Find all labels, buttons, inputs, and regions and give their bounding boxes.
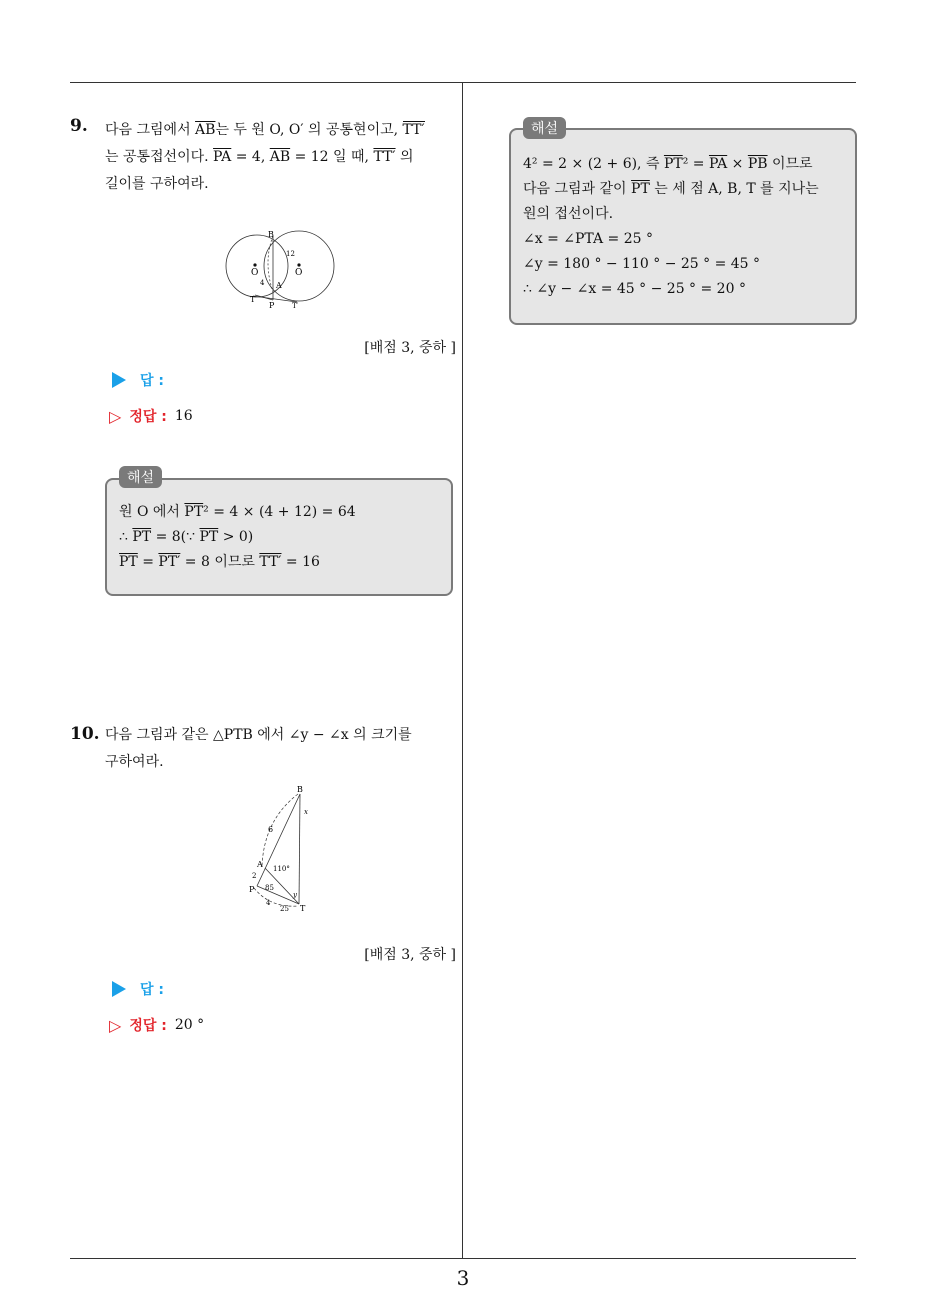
- q10-line1: 다음 그림과 같은 △PTB 에서 ∠y − ∠x 의 크기를: [105, 727, 412, 743]
- segment-pt: [255, 295, 273, 300]
- q9-sol-segment: $\overline{PT}$: [184, 504, 204, 520]
- label-p: P: [269, 301, 275, 310]
- q9-sol-part: = 16: [281, 554, 320, 570]
- q10-sol-segment: $\overline{PT}$: [663, 156, 683, 172]
- play-triangle-icon: [112, 981, 126, 997]
- common-tangent: [253, 296, 297, 302]
- q9-sol-part: =: [137, 554, 159, 570]
- q9-answer-row[interactable]: [112, 370, 164, 390]
- q9-text-part: = 4,: [231, 149, 270, 165]
- q10-sol-line3: 원의 접선이다.: [523, 206, 614, 222]
- label-4: 4: [266, 899, 271, 907]
- label-y: y: [293, 891, 297, 899]
- label-o-prime: O: [295, 268, 303, 278]
- q10-sol-part: 이므로: [767, 156, 813, 172]
- label-6: 6: [268, 825, 274, 834]
- q9-text-part: 다음 그림에서: [105, 122, 196, 138]
- q10-sol-part: 는 세 점 A, B, T 를 지나는: [649, 181, 819, 197]
- play-triangle-icon: [112, 372, 126, 388]
- q9-line3: 길이를 구하여라.: [105, 176, 209, 192]
- q9-line-tt: TT′: [402, 122, 425, 138]
- q9-sol-part: = 8 이므로: [180, 554, 260, 570]
- label-a: A: [257, 860, 263, 869]
- q9-sol-part: 원 O 에서: [119, 504, 185, 520]
- q10-answer-label: 답 :: [140, 982, 164, 998]
- q10-sol-line5: ∠y = 180 ° − 110 ° − 25 ° = 45 °: [523, 256, 761, 272]
- q10-correct-value: 20 °: [174, 1017, 205, 1033]
- q9-solution-tag: 해설: [119, 466, 162, 488]
- bottom-rule: [70, 1258, 856, 1259]
- q9-sol-part: = 8(∵: [151, 529, 200, 545]
- q10-correct-label: 정답 :: [129, 1018, 167, 1034]
- side-bt: [299, 794, 300, 904]
- arc-dashed-4: [254, 888, 298, 906]
- q10-sol-part: 다음 그림과 같이: [523, 181, 632, 197]
- q10-number: 10.: [70, 724, 100, 744]
- q9-sol-line3: [119, 550, 439, 575]
- q10-figure: [240, 780, 320, 915]
- q9-sol-line2: [119, 525, 439, 550]
- center-o-prime-dot: [297, 263, 300, 266]
- label-o: O: [251, 268, 259, 278]
- q9-solution-box: [105, 478, 453, 596]
- q9-sol-part: ² = 4 × (4 + 12) = 64: [203, 504, 356, 520]
- center-o-dot: [253, 263, 256, 266]
- q9-line2: [105, 144, 455, 171]
- q9-sol-part: > 0): [218, 529, 254, 545]
- q9-segment-ab: $\overline{AB}$: [269, 149, 291, 165]
- q10-answer-row[interactable]: [112, 979, 164, 999]
- q9-sol-segment: $\overline{PT}$: [132, 529, 152, 545]
- label-t: T: [300, 904, 306, 913]
- label-p: P: [249, 885, 255, 894]
- q10-sol-line2: [523, 177, 843, 202]
- q9-correct-label: 정답 :: [129, 409, 167, 425]
- q10-text: [105, 722, 457, 776]
- q9-text-part: = 12 일 때,: [290, 149, 374, 165]
- label-a: A: [276, 281, 282, 290]
- q9-line1: [105, 117, 455, 144]
- column-divider: [462, 82, 463, 1259]
- q9-score: [배점 3, 중하 ]: [364, 340, 456, 356]
- q10-sol-line4: ∠x = ∠PTA = 25 °: [523, 231, 653, 247]
- q9-sol-segment: TT′: [259, 554, 282, 570]
- q10-sol-line1: [523, 152, 843, 177]
- q9-text-part: 는 두 원 O, O′ 의 공통현이고,: [215, 122, 403, 138]
- q9-segment-tt: TT′: [373, 149, 396, 165]
- q10-sol-line6: ∴ ∠y − ∠x = 45 ° − 25 ° = 20 °: [523, 281, 746, 297]
- q10-sol-part: 4² = 2 × (2 + 6), 즉: [523, 156, 664, 172]
- q9-text-part: 는 공통접선이다.: [105, 149, 214, 165]
- q9-segment-ab: $\overline{AB}$: [195, 122, 216, 138]
- top-rule: [70, 82, 856, 83]
- label-25: 25: [280, 905, 289, 913]
- q10-solution-tag: 해설: [523, 117, 566, 139]
- label-t-prime: T′: [292, 302, 299, 310]
- label-110: 110°: [273, 865, 290, 873]
- q10-sol-segment: $\overline{PA}$: [708, 156, 728, 172]
- q9-correct-row: [109, 406, 193, 426]
- q10-sol-segment: $\overline{PT}$: [631, 181, 650, 197]
- q9-text-part: 의: [395, 149, 414, 165]
- q10-solution-box: [509, 128, 857, 325]
- q9-correct-value: 16: [174, 408, 193, 424]
- q10-sol-part: ² =: [682, 156, 709, 172]
- outline-triangle-icon: ▷: [109, 406, 122, 426]
- q9-figure: [215, 222, 345, 312]
- q9-sol-segment: $\overline{PT}$: [199, 529, 219, 545]
- q9-answer-label: 답 :: [140, 373, 164, 389]
- label-b: B: [297, 785, 303, 794]
- q9-text: [105, 117, 455, 198]
- q10-sol-segment: $\overline{PB}$: [747, 156, 768, 172]
- q10-correct-row: [109, 1015, 204, 1035]
- label-4: 4: [260, 279, 265, 287]
- q9-segment-pa: $\overline{PA}$: [213, 149, 232, 165]
- label-85: 85: [265, 884, 274, 892]
- label-2: 2: [252, 872, 257, 880]
- q9-sol-segment: $\overline{PT}$: [119, 554, 138, 570]
- q9-sol-part: ∴: [119, 529, 133, 545]
- outline-triangle-icon: ▷: [109, 1015, 122, 1035]
- label-12: 12: [286, 250, 295, 258]
- q9-number: 9.: [70, 116, 88, 136]
- q10-sol-part: ×: [727, 156, 748, 172]
- page-number: 3: [456, 1266, 470, 1290]
- q9-sol-segment: PT′: [158, 554, 181, 570]
- q9-sol-line1: [119, 500, 439, 525]
- label-x: x: [304, 808, 308, 816]
- label-b: B: [268, 230, 274, 239]
- q10-line2: 구하여라.: [105, 754, 164, 770]
- label-t: T: [250, 295, 256, 304]
- q10-score: [배점 3, 중하 ]: [364, 947, 456, 963]
